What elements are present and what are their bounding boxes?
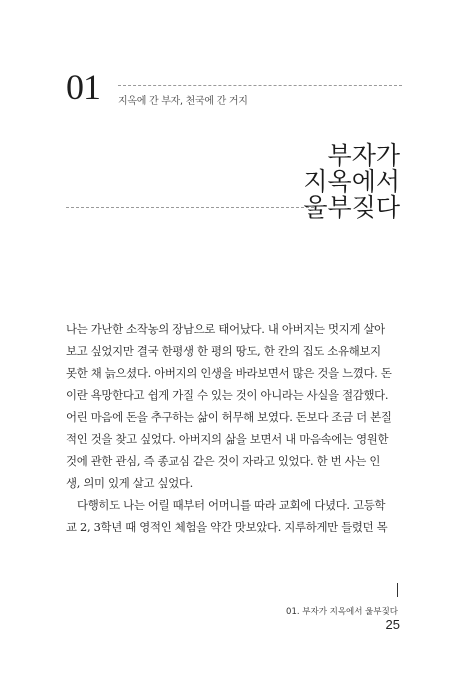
- title-line: 울부짖다: [303, 193, 400, 222]
- title-divider: [66, 207, 314, 208]
- paragraph-line: 못한 채 늙으셨다. 아버지의 인생을 바라보면서 많은 것을 느꼈다. 돈: [66, 366, 392, 380]
- paragraph-line: 다행히도 나는 어릴 때부터 어머니를 따라 교회에 다녔다. 고등학: [77, 498, 386, 512]
- page-number: 25: [385, 617, 400, 632]
- chapter-number: 01: [66, 67, 100, 107]
- title-line: 부자가: [327, 141, 400, 170]
- chapter-title: [303, 143, 400, 221]
- paragraph-line: 나는 가난한 소작농의 장남으로 태어났다. 내 아버지는 멋지게 살아: [66, 322, 385, 336]
- paragraph-line: 적인 것을 찾고 싶었다. 아버지의 삶을 보면서 내 마음속에는 영원한: [66, 432, 389, 446]
- title-line: 지옥에서: [303, 167, 400, 196]
- chapter-divider: [118, 85, 402, 86]
- chapter-subtitle: 지옥에 간 부자, 천국에 간 거지: [118, 96, 248, 107]
- body-text: [66, 318, 402, 538]
- paragraph-line: 어린 마음에 돈을 추구하는 삶이 허무해 보였다. 돈보다 조금 더 본질: [66, 410, 392, 424]
- footer-divider: [397, 583, 398, 597]
- paragraph-line: 것에 관한 관심, 즉 종교심 같은 것이 자라고 있었다. 한 번 사는 인: [66, 454, 381, 468]
- running-head: 01. 부자가 지옥에서 울부짖다: [286, 607, 398, 617]
- paragraph-line: 교 2, 3학년 때 영적인 체험을 약간 맛보았다. 지루하게만 들렸던 목: [66, 520, 388, 534]
- paragraph-line: 생, 의미 있게 살고 싶었다.: [66, 476, 193, 490]
- paragraph-line: 이란 욕망한다고 쉽게 가질 수 있는 것이 아니라는 사실을 절감했다.: [66, 388, 389, 402]
- paragraph-line: 보고 싶었지만 결국 한평생 한 평의 땅도, 한 칸의 집도 소유해보지: [66, 344, 381, 358]
